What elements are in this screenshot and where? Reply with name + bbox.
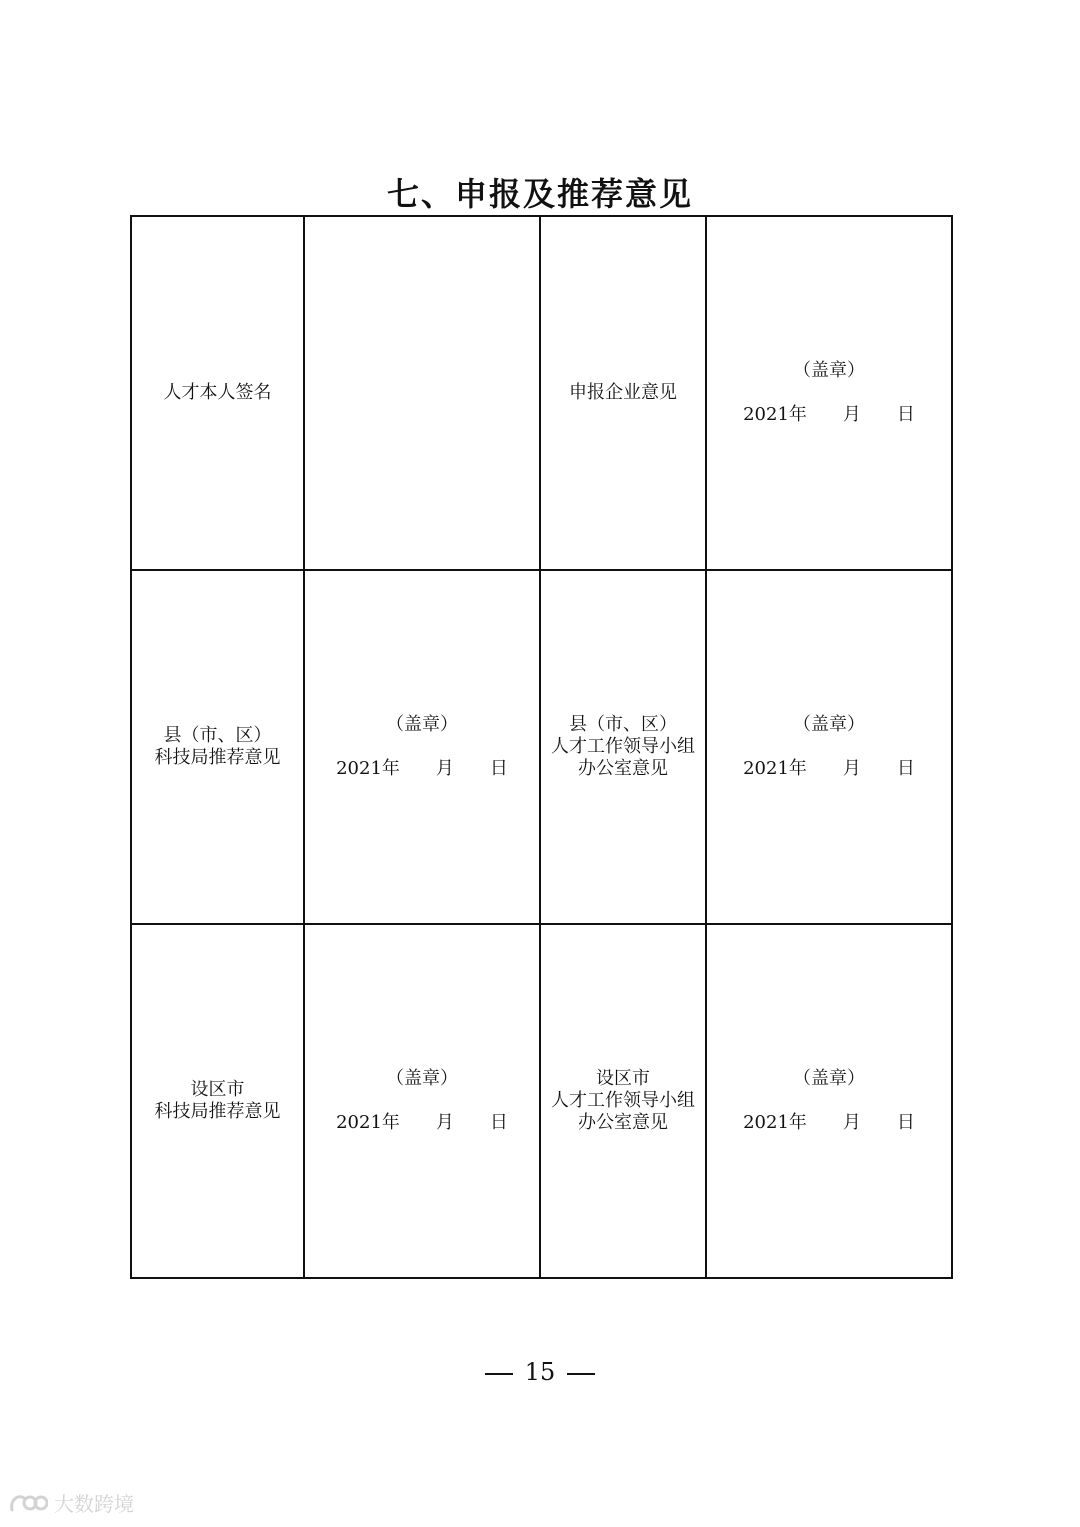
stamp-text: （盖章） <box>386 714 458 735</box>
cell-county-bureau-opinion[interactable] <box>304 570 540 924</box>
date-month: 月 <box>842 758 861 779</box>
page-title: 七、申报及推荐意见 <box>386 175 693 213</box>
stamp-text: （盖章） <box>793 1068 865 1089</box>
cell-signature-blank[interactable] <box>304 216 540 570</box>
date-day: 日 <box>489 758 508 779</box>
page-number-text: 15 <box>524 1358 556 1386</box>
date-day: 日 <box>489 1112 508 1133</box>
date-line <box>305 1112 539 1134</box>
date-month: 月 <box>842 404 861 425</box>
table-row <box>131 570 952 924</box>
stamp-text: （盖章） <box>793 714 865 735</box>
label-text: 县（市、区） <box>163 725 272 746</box>
stamp-text: （盖章） <box>793 360 865 381</box>
date-year: 2021年 <box>743 758 807 779</box>
cell-label-county-office <box>540 570 706 924</box>
date-year: 2021年 <box>336 1112 400 1133</box>
cell-label-city-bureau <box>131 924 304 1278</box>
page-number <box>0 1356 1080 1388</box>
date-line <box>707 758 951 780</box>
date-day: 日 <box>896 758 915 779</box>
date-line <box>707 404 951 426</box>
label-text: 申报企业意见 <box>569 382 677 403</box>
table-row <box>131 924 952 1278</box>
date-year: 2021年 <box>743 1112 807 1133</box>
label-text: 人才工作领导小组 <box>551 736 695 757</box>
cell-city-office-opinion[interactable] <box>706 924 952 1278</box>
label-text: 科技局推荐意见 <box>154 747 281 768</box>
label-text: 县（市、区） <box>569 714 677 735</box>
date-month: 月 <box>435 1112 454 1133</box>
cell-label-signature <box>131 216 304 570</box>
label-text: 设区市 <box>596 1068 650 1089</box>
cell-city-bureau-opinion[interactable] <box>304 924 540 1278</box>
date-line <box>305 758 539 780</box>
label-text: 科技局推荐意见 <box>154 1101 281 1122</box>
cell-label-city-office <box>540 924 706 1278</box>
cell-county-office-opinion[interactable] <box>706 570 952 924</box>
watermark <box>8 1488 134 1517</box>
label-text: 设区市 <box>190 1079 245 1100</box>
label-text: 人才工作领导小组 <box>551 1090 695 1111</box>
date-year: 2021年 <box>336 758 400 779</box>
label-text: 人才本人签名 <box>163 382 272 403</box>
label-text: 办公室意见 <box>578 758 668 779</box>
date-line <box>707 1112 951 1134</box>
table-row <box>131 216 952 570</box>
date-year: 2021年 <box>743 404 807 425</box>
cell-label-county-bureau <box>131 570 304 924</box>
date-day: 日 <box>896 404 915 425</box>
label-text: 办公室意见 <box>578 1112 668 1133</box>
cell-enterprise-opinion[interactable] <box>706 216 952 570</box>
cell-label-enterprise <box>540 216 706 570</box>
watermark-text: 大数跨境 <box>54 1492 134 1516</box>
date-month: 月 <box>842 1112 861 1133</box>
date-day: 日 <box>896 1112 915 1133</box>
dash-left-icon <box>485 1373 513 1375</box>
opinion-table <box>130 215 953 1279</box>
brand-logo-icon <box>8 1490 48 1516</box>
stamp-text: （盖章） <box>386 1068 458 1089</box>
dash-right-icon <box>567 1373 595 1375</box>
date-month: 月 <box>435 758 454 779</box>
